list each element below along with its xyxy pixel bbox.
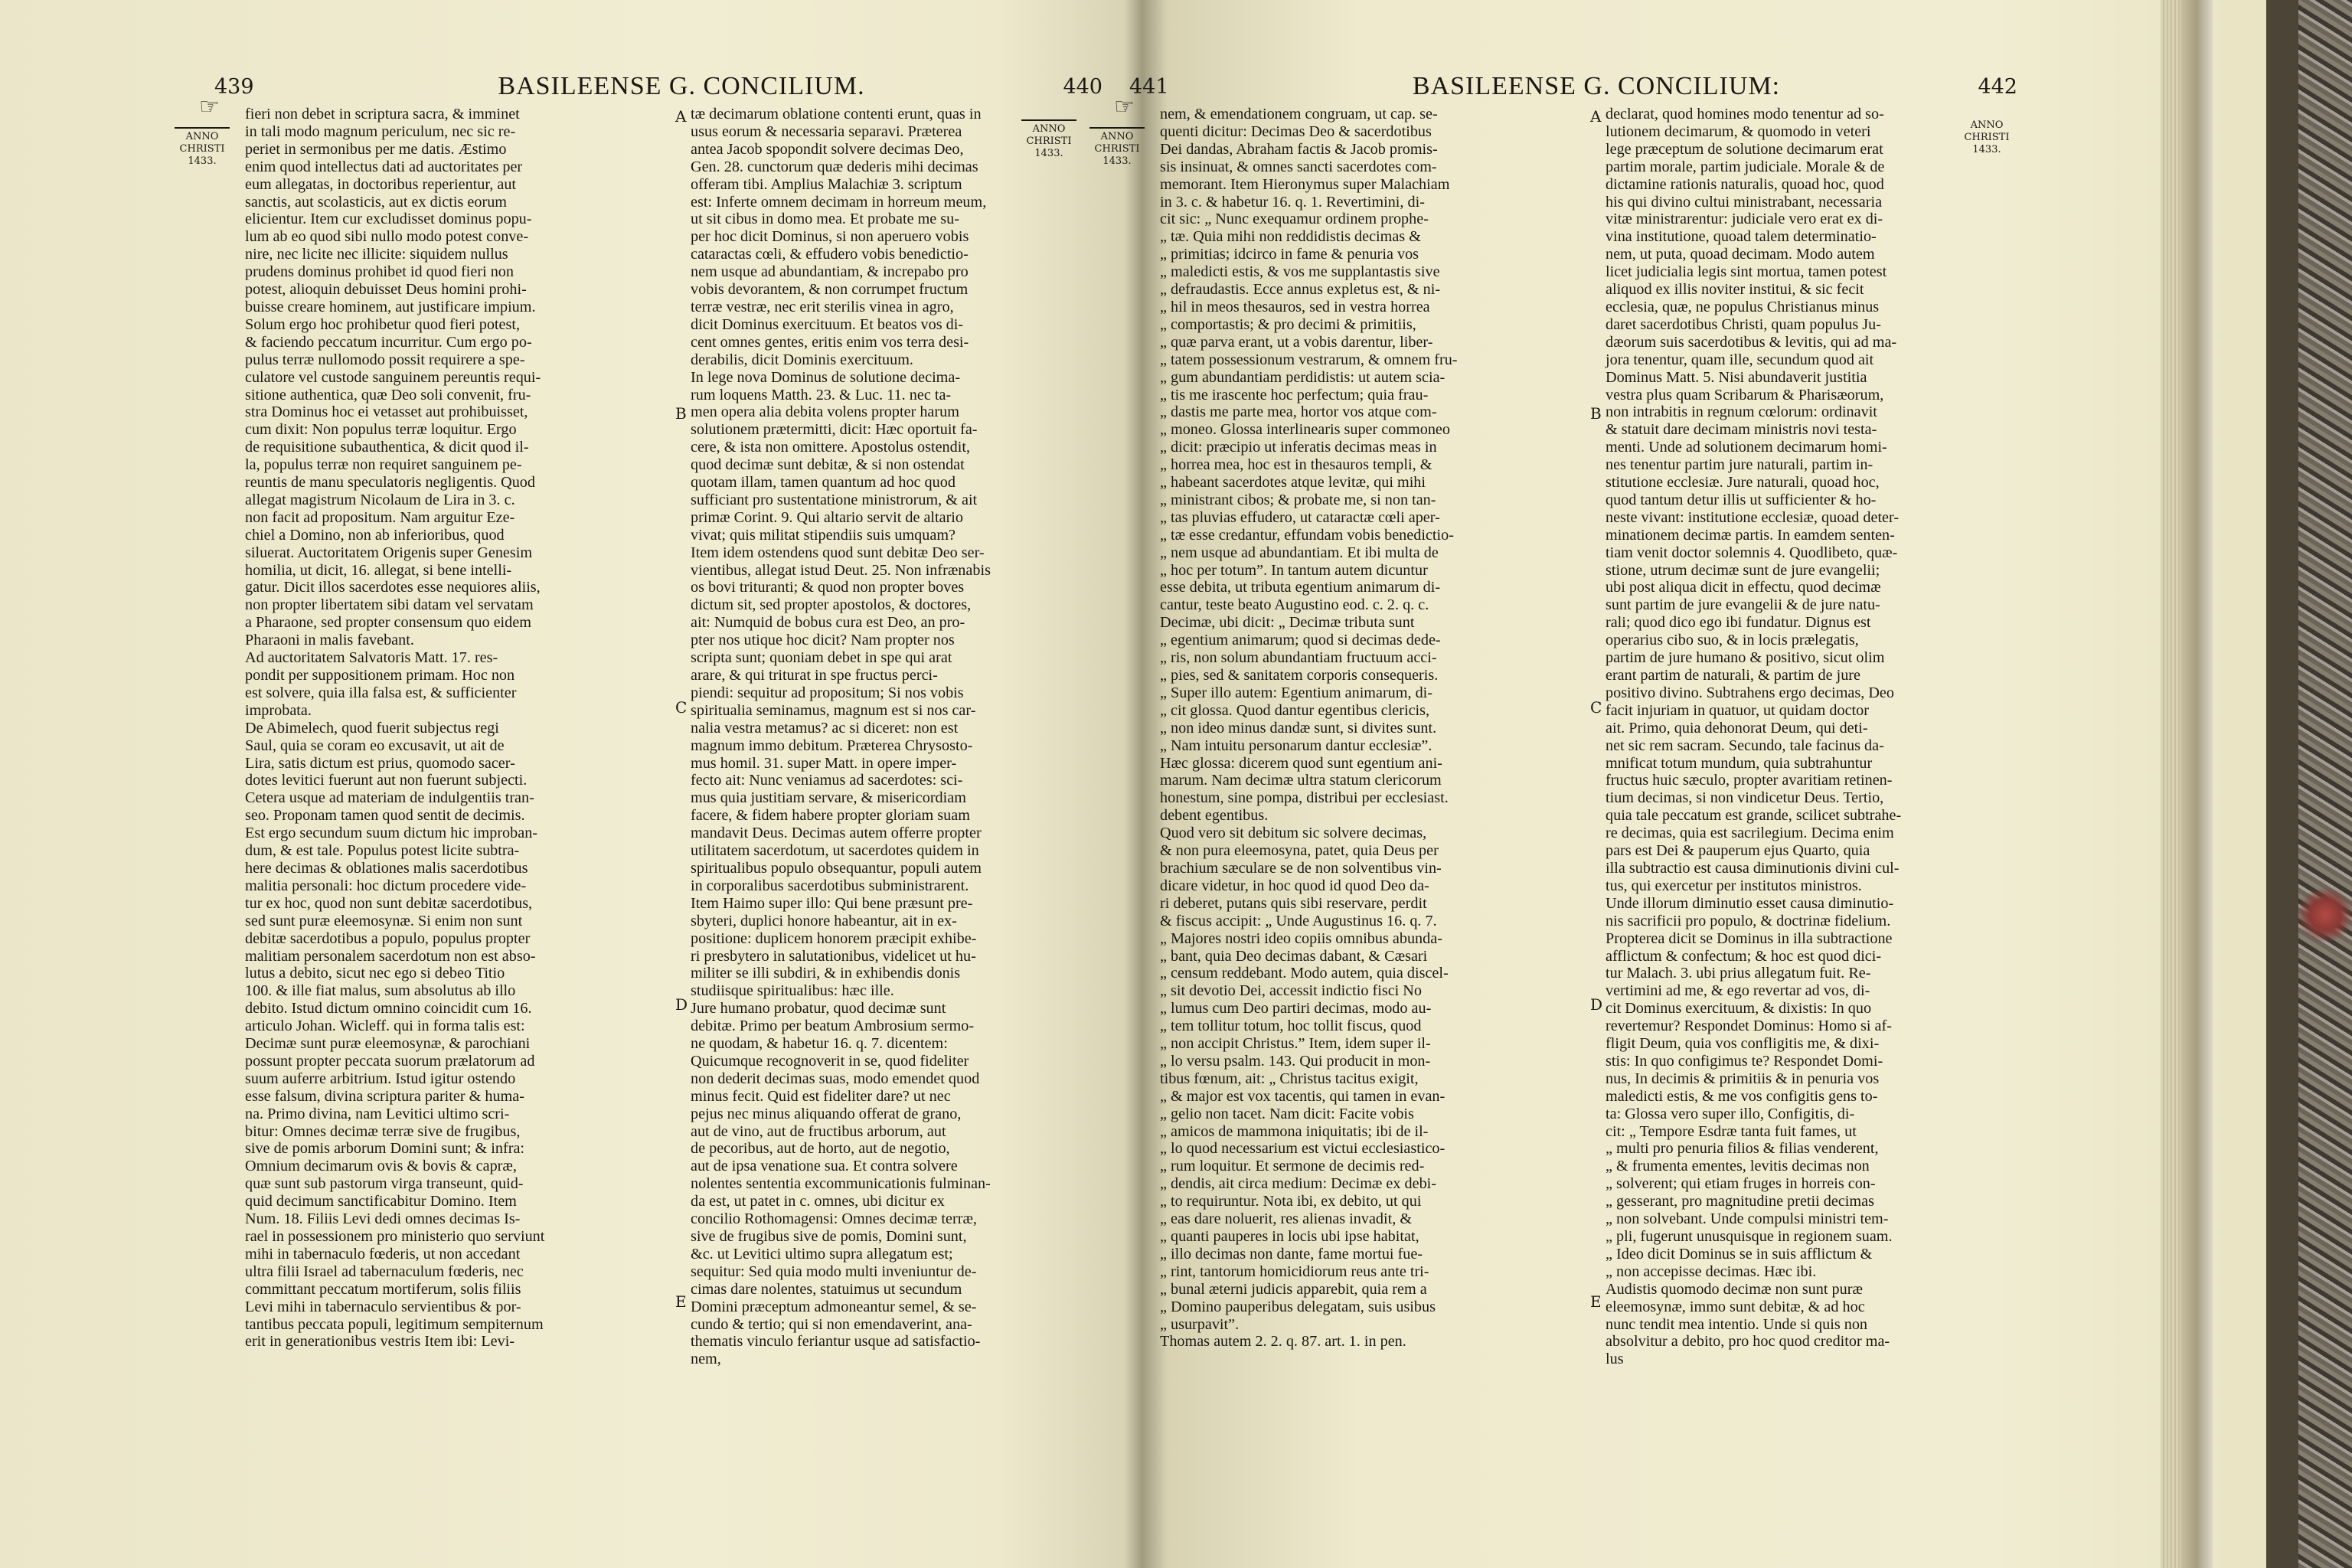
column-text: tæ decimarum oblatione contenti erunt, quas in usus eorum & necessaria separavi. Præterea antea Jacob spopondit solvere decimas Deo, Gen. 28. cunctorum quæ dederis mihi decimas offeram tibi. Amplius Malachiæ 3. scriptum est: Inferte omnem decimam in horreum meum, ut sit cibus in domo mea. Et probate me su- per hoc dicit Dominus, si non aperuero vobis cataractas cœli, & effudero vobis benedictio- nem usque ad abundantiam, & increpabo pro vobis devorantem, & non corrumpet fructum terræ vestræ, nec erit sterilis vinea in agro, dicit Dominus exercituum. Et beatos vos di- cent omnes gentes, eritis enim vos terra desi- derabilis, dicit Dominis exercituum. In lege nova Dominus de solutione decima- rum loquens Matth. 23. & Luc. 11. nec ta- men opera alia debita volens propter harum solutionem prætermitti, dicit: Hæc oportuit fa- cere, & ista non omittere. Apostolus ostendit, quod decimæ sunt debitæ, & si non ostendat quotam illam, tamen quantum ad hoc quod sufficiant pro sustentatione ministrorum, & ait primæ Corint. 9. Qui altario servit de altario vivat; quis militat stipendiis suis umquam? Item idem ostendens quod sunt debitæ Deo ser- vientibus, allegat istud Deut. 25. Non infrænabis os bovi trituranti; & quod non propter boves dictum sit, sed propter apostolos, & doctores, ait: Numquid de bobus cura est Deo, an pro- pter nos utique hoc dicit? Nam propter nos scripta sunt; quoniam debet in spe qui arat arare, & qui triturat in spe fructus perci- piendi: sequitur ad propositum; Si nos vobis spiritualia seminamus, magnum est si nos car- nalia vestra metamus? ac si diceret: non est magnum immo debitum. Præterea Chrysosto- mus homil. 31. super Matt. in opere imper- fecto ait: Nunc veniamus ad sacerdotes: sci- mus quia justitiam servare, & misericordiam facere, & fidem habere propter gloriam suam mandavit Deus. Decimas autem offerre propter utilitatem sacerdotum, ut sacerdotes quidem in spiritualibus populo obsequantur, populi autem in corporalibus sacerdotibus subministrarent. Item Haimo super illo: Qui bene præsunt pre- sbyteri, duplici honore habeantur, ait in ex- positione: duplicem honorem præcipit exhibe- ri presbytero in salutationibus, videlicet ut hu- militer se illi subdiri, & in exhibendis donis studiisque spiritualibus: hæc ille. Jure humano probatur, quod decimæ sunt debitæ. Primo per beatum Ambrosium sermo- ne quodam, & habetur 16. q. 7. dicentem: Quicumque recognoverit in se, quod fideliter non dederit decimas suas, modo emendet quod minus fecit. Quid est fideliter dare? ut nec pejus nec minus aliquando offerat de grano, aut de vino, aut de fructibus arborum, aut de pecoribus, aut de horto, aut de negotio, aut de ipsa venatione sua. Et contra solvere nolentes sententia excommunicationis fulminan- da est, ut patet in c. omnes, ubi dicitur ex concilio Rothomagensi: Omnes decimæ terræ, sive de frugibus sive de pomis, Domini sunt, &c. ut Levitici ultimo supra allegatum est; sequitur: Sed quia modo multi inveniuntur de- cimas dare nolentes, statuimus ut secundum Domini præceptum admoneantur semel, & se- cundo & tertio; qui si non emendaverint, ana- thematis vinculo feriantur usque ad satisfactio- nem, (691, 106, 991, 1368)
anno-label: ANNO (1970, 119, 2004, 131)
anno-christi-margin-left (172, 127, 233, 168)
christi-label: CHRISTI (1094, 143, 1140, 155)
column-text: fieri non debet in scriptura sacra, & imminet in tali modo magnum periculum, nec sic re- periet in sermonibus per me datis. Æstimo enim quod intellectus dati ad auctoritates per eum allegatas, in doctoribus reperientur, aut sanctis, aut scolasticis, aut ex dictis eorum elicientur. Item cur excludisset dominus popu- lum ab eo quod sibi nullo modo potest conve- nire, nec licite nec illicite: siquidem nullus prudens dominus prohibet id quod fieri non potest, alioquin debuisset Deus homini prohi- buisse creare hominem, aut justificare impium. Solum ergo hoc prohibetur quod fieri potest, & faciendo peccatum incurritur. Cum ergo po- pulus terræ nullomodo possit requirere a spe- culatore vel custode sanguinem pereuntis requi- sitione authentica, quæ Deo soli convenit, fru- stra Dominus hoc ei vetasset aut prohibuisset, cum dixit: Non populus terræ loquitur. Ergo de requisitione subauthentica, & dicit quod il- la, populus terræ non requiret sanguinem pe- reuntis de manu speculatoris negligentis. Quod allegat magistrum Nicolaum de Lira in 3. c. non facit ad propositum. Nam arguitur Eze- chiel a Domino, non ab inferioribus, quod siluerat. Auctoritatem Origenis super Genesim homilia, ut dicit, 16. allegat, si bene intelli- gatur. Dicit illos sacerdotes esse nequiores aliis, non propter libertatem sibi datam vel servatam a Pharaone, sed propter consensum quo eidem Pharaoni in malis favebant. Ad auctoritatem Salvatoris Matt. 17. res- pondit per suppositionem primam. Hoc non est solvere, quia illa falsa est, & sufficienter improbata. De Abimelech, quod fuerit subjectus regi Saul, quia se coram eo excusavit, ut ait de Lira, satis dictum est prius, quomodo sacer- dotes levitici fuerunt aut non fuerunt subjecti. Cetera usque ad materiam de indulgentiis tran- seo. Proponam tamen quod sentit de decimis. Est ergo secundum suum dictum hic improban- dum, & est tale. Populus potest licite subtra- here decimas & oblationes malis sacerdotibus malitia personali: hoc dictum procedere vide- tur ex hoc, quod non sunt debitæ sacerdotibus, sed sunt puræ eleemosynæ. Si enim non sunt debitæ sacerdotibus a populo, populus propter malitiam personalem sacerdotum non est abso- lutus a debito, sicut nec ego si debeo Titio 100. & ille fiat malus, sum absolutus ab illo debito. Istud dictum omnino coincidit cum 16. articulo Johan. Wicleff. qui in forma talis est: Decimæ sunt puræ eleemosynæ, & parochiani possunt propter peccata suorum prælatorum ad suum auferre arbitrium. Istud igitur ostendo esse falsum, divina scriptura pariter & huma- na. Primo divina, nam Levitici ultimo scri- bitur: Omnes decimæ terræ sive de frugibus, sive de pomis arborum Domini sunt; & infra: Omnium decimarum ovis & bovis & capræ, quæ sunt sub pastorum virga transeunt, quid- quid decimum sanctificabitur Domino. Item Num. 18. Filiis Levi dedi omnes decimas Is- rael in possessionem pro ministerio quo serviunt mihi in tabernaculo fœderis, ut non accedant ultra filii Israel ad tabernaculum fœderis, nec committant peccatum mortiferum, solis filiis Levi mihi in tabernaculo servientibus & por- tantibus peccata populi, legitimum sempiternum erit in generationibus vestris Item ibi: Levi- (245, 106, 545, 1351)
running-title: BASILEENSE G. CONCILIUM: (1412, 72, 1781, 100)
text-column-1 (245, 106, 666, 1351)
christi-label: CHRISTI (1964, 132, 2010, 143)
margin-letter-d: D (1590, 995, 1603, 1014)
right-page (1068, 0, 2063, 1568)
anno-rule (1089, 127, 1145, 129)
anno-year: 1433. (188, 155, 217, 167)
anno-year: 1433. (1034, 148, 1063, 159)
margin-letter-b: B (675, 404, 687, 423)
left-page (153, 0, 1148, 1568)
page-number-right: 442 (1978, 75, 2017, 99)
running-title: BASILEENSE G. CONCILIUM. (498, 72, 865, 100)
margin-letter-a: A (675, 107, 687, 126)
margin-letter-d: D (675, 995, 688, 1014)
text-column-2 (691, 106, 1112, 1368)
margin-letter-c: C (1590, 698, 1602, 717)
carpet-background (2298, 0, 2352, 1568)
book-cover (2180, 0, 2213, 1568)
margin-letter-e: E (1590, 1292, 1602, 1311)
margin-letter-c: C (675, 698, 688, 717)
margin-letter-a: A (1590, 107, 1602, 126)
page-number-left: 441 (1129, 75, 1169, 99)
page-edges (2161, 0, 2180, 1568)
christi-label: CHRISTI (1026, 136, 1072, 147)
text-column-2 (1606, 106, 2027, 1368)
pointing-hand-icon: ☞ (1114, 93, 1135, 120)
anno-christi-margin-left (1086, 127, 1148, 168)
column-text: nem, & emendationem congruam, ut cap. se- quenti dicitur: Decimas Deo & sacerdotibus Dei dandas, Abraham factis & Jacob promis- sis insinuat, & omnes sancti sacerdotes com- memorant. Item Hieronymus super Malachiam in 3. c. & habetur 16. q. 1. Revertimini, di- cit sic: „ Nunc exequamur ordinem prophe- „ tæ. Quia mihi non reddidistis decimas & „ primitias; idcirco in fame & penuria vos „ maledicti estis, & vos me supplantastis sive „ defraudastis. Ecce annus expletus est, & ni- „ hil in meos thesauros, sed in vestra horrea „ comportastis; & pro decimi & primitiis, „ quæ parva erant, ut a vobis darentur, liber- „ tatem possessionum vestrarum, & omnem fru- „ gum abundantiam perdidistis: ut autem scia- „ tis me irascente hoc perfectum; quia frau- „ dastis me parte mea, hortor vos atque com- „ moneo. Glossa interlinearis super commoneo „ dicit: præcipio ut inferatis decimas meas in „ horrea mea, hoc est in thesauros templi, & „ habeant sacerdotes atque levitæ, qui mihi „ ministrant cibos; & probate me, si non tan- „ tas pluvias effudero, ut cataractæ cœli aper- „ tæ esse credantur, effundam vobis benedictio- „ nem usque ad abundantiam. Et ibi multa de „ hoc per totum”. In tantum autem dicuntur esse debita, ut tributa egentium animarum di- cantur, teste beato Augustino eod. c. 2. q. c. Decimæ, ubi dicit: „ Decimæ tributa sunt „ egentium animarum; quod si decimas dede- „ ris, non solum abundantiam fructuum acci- „ pies, sed & sanitatem corporis consequeris. „ Super illo autem: Egentium animarum, di- „ cit glossa. Quod dantur egentibus clericis, „ non ideo minus dandæ sunt, si divites sunt. „ Nam intuitu personarum dantur ecclesiæ”. Hæc glossa: dicerem quod sunt egentium ani- marum. Nam decimæ ultra statum clericorum honestum, sine pompa, distribui per ecclesiast. debent egentibus. Quod vero sit debitum sic solvere decimas, & non pura eleemosyna, patet, quia Deus per brachium sæculare se de non solventibus vin- dicare videtur, in hoc quod id quod Deo da- ri deberet, putans quis sibi reservare, perdit & fiscus accipit: „ Unde Augustinus 16. q. 7. „ Majores nostri ideo copiis omnibus abunda- „ bant, quia Deo decimas dabant, & Cæsari „ censum reddebant. Modo autem, quia discel- „ sit devotio Dei, accessit indictio fisci No „ lumus cum Deo partiri decimas, modo au- „ tem tollitur totum, hoc tollit fiscus, quod „ non accipit Christus.” Item, idem super il- „ lo versu psalm. 143. Qui producit in mon- tibus fœnum, ait: „ Christus tacitus exigit, „ & major est vox tacentis, qui tamen in evan- „ gelio non tacet. Nam dicit: Facite vobis „ amicos de mammona iniquitatis; ibi de il- „ lo quod necessarium est victui ecclesiastico- „ rum loquitur. Et sermone de decimis red- „ dendis, ait circa medium: Decimæ ex debi- „ to requiruntur. Nota ibi, ex debito, ut qui „ eas dare noluerit, res alienas invadit, & „ quanti pauperes in locis ubi ipse habitat, „ illo decimas non dante, fame mortui fue- „ rint, tantorum homicidiorum reus ante tri- „ bunal æterni judicis apparebit, quia rem a „ Domino pauperibus delegatam, suis usibus „ usurpavit”. Thomas autem 2. 2. q. 87. art. 1. in pen. (1160, 106, 1458, 1351)
anno-year: 1433. (1972, 144, 2001, 155)
anno-label: ANNO (1100, 131, 1134, 142)
page-number-right: 440 (1063, 75, 1102, 99)
text-column-1 (1160, 106, 1581, 1351)
anno-label: ANNO (185, 131, 219, 142)
anno-label: ANNO (1032, 123, 1066, 135)
christi-label: CHRISTI (179, 143, 225, 155)
page-number-left: 439 (214, 75, 254, 99)
pointing-hand-icon: ☞ (199, 93, 220, 120)
margin-letter-b: B (1590, 404, 1602, 423)
column-text: declarat, quod homines modo tenentur ad so- lutionem decimarum, & quomodo in veteri lege præceptum de solutione decimarum erat partim morale, partim judiciale. Morale & de dictamine rationis naturalis, quoad hoc, quod his qui divino cultui ministrabant, necessaria vitæ ministrarentur: judiciale vero erat ex di- vina institutione, quoad talem determinatio- nem, ut puta, quoad decimam. Modo autem licet judicialia legis sint mortua, tamen potest aliquod ex illis noviter institui, & sic fecit ecclesia, quæ, ne populus Christianus minus daret sacerdotibus Christi, quam populus Ju- dæorum suis sacerdotibus & levitis, qui ad ma- jora tenentur, quam ille, secundum quod ait Dominus Matt. 5. Nisi abundaverit justitia vestra plus quam Scribarum & Pharisæorum, non intrabitis in regnum cœlorum: ordinavit & statuit dare decimam ministris novi testa- menti. Unde ad solutionem decimarum homi- nes tenentur partim jure naturali, partim in- stitutione ecclesiæ. Jure naturali, quoad hoc, quod tantum detur illis ut sufficienter & ho- neste vivant: institutione ecclesiæ, quoad deter- minationem decimæ partis. In eamdem senten- tiam venit doctor solemnis 4. Quodlibeto, quæ- stione, utrum decimæ sunt de jure evangelii; ubi post aliqua dicit in effectu, quod decimæ sunt partim de jure evangelii & de jure natu- rali; quod dico ego ibi fundatur. Dignus est operarius cibo suo, & in locis prælegatis, partim de jure humano & positivo, sicut olim erant partim de naturali, & partim de jure positivo divino. Subtrahens ergo decimas, Deo facit injuriam in quatuor, ut quidam doctor ait. Primo, quia dehonorat Deum, qui deti- net sic rem sacram. Secundo, tale facinus da- mnificat totum mundum, quia subtrahuntur fructus huic sæculo, propter avaritiam retinen- tium decimas, si non vindicetur Deus. Tertio, quia tale peccatum est grande, scilicet subtrahe- re decimas, quia est sacrilegium. Decima enim pars est Dei & pauperum ejus Quarto, quia illa subtractio est causa diminutionis divini cul- tus, qui exercetur per institutos ministros. Unde illorum diminutio esset causa diminutio- nis sacrificii pro populo, & doctrinæ fidelium. Propterea dicit se Dominus in illa subtractione afflictum & confectum; & hoc est quod dici- tur Malach. 3. ubi prius allegatum fuit. Re- vertimini ad me, & ego revertar ad vos, di- cit Dominus exercituum, & dixistis: In quo revertemur? Respondet Dominus: Homo si af- fligit Deum, quia vos confligitis me, & dixi- stis: In quo configimus te? Respondet Domi- nus, In decimis & primitiis & in penuria vos maledicti estis, & me vos configitis gens to- ta: Glossa vero super illo, Configitis, di- cit: „ Tempore Esdræ tanta fuit fames, ut „ multi pro penuria filios & filias venderent, „ & frumenta ementes, levitis decimas non „ solverent; qui etiam fruges in horreis con- „ gesserant, pro magnitudine pretii decimas „ non solvebant. Unde compulsi ministri tem- „ pli, fugerunt unusquisque in regionem suam. „ Ideo dicit Dominus se in suis afflictum & „ non accepisse decimas. Hæc ibi. Audistis quomodo decimæ non sunt puræ eleemosynæ, immo sunt debitæ, & ad hoc nunc tendit mea intentio. Unde si quis non absolvitur a debito, pro hoc quod creditor ma- lus (1606, 106, 1902, 1368)
anno-rule (175, 127, 230, 129)
carpet-red-patch (2298, 888, 2352, 942)
margin-letter-e: E (675, 1292, 687, 1311)
anno-year: 1433. (1102, 155, 1132, 167)
